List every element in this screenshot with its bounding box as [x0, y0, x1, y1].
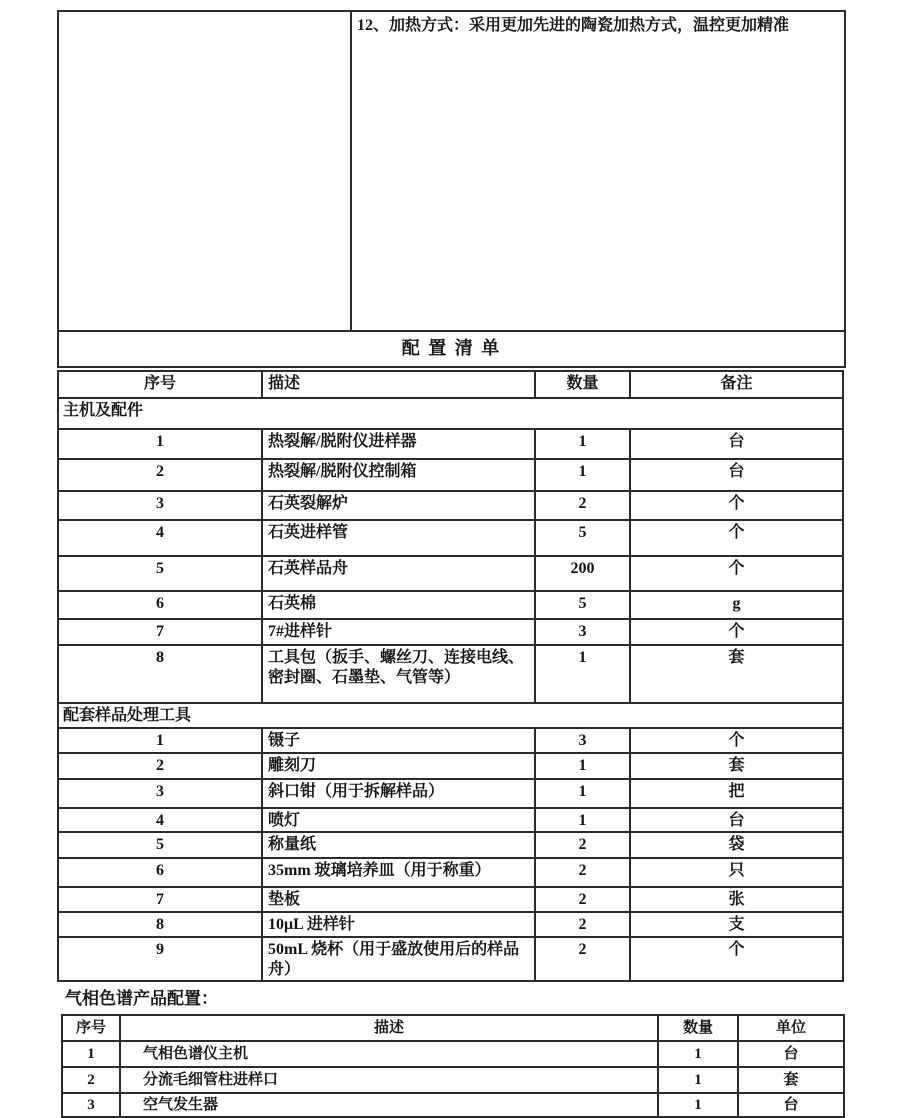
row-no: 3 — [58, 491, 262, 520]
gc-table-header — [62, 1015, 844, 1041]
row-no: 5 — [58, 556, 262, 591]
row-remark: 支 — [630, 912, 843, 937]
feature-box-empty-cell — [59, 12, 352, 330]
header-qty: 数量 — [535, 371, 630, 398]
row-qty: 2 — [535, 491, 630, 520]
row-unit: 套 — [738, 1067, 844, 1093]
row-qty: 1 — [535, 808, 630, 832]
row-remark: 台 — [630, 459, 843, 491]
table-row — [58, 491, 843, 520]
row-desc: 50mL 烧杯（用于盛放使用后的样品舟） — [262, 937, 535, 981]
row-qty: 1 — [658, 1093, 738, 1117]
row-qty: 3 — [535, 619, 630, 645]
row-qty: 1 — [658, 1067, 738, 1093]
header-desc: 描述 — [120, 1015, 658, 1041]
row-remark: 台 — [630, 429, 843, 459]
row-no: 6 — [58, 858, 262, 887]
row-no: 2 — [58, 459, 262, 491]
row-remark: 张 — [630, 887, 843, 912]
header-qty: 数量 — [658, 1015, 738, 1041]
row-remark: 个 — [630, 520, 843, 556]
row-qty: 200 — [535, 556, 630, 591]
row-qty: 1 — [658, 1041, 738, 1067]
row-no: 7 — [58, 887, 262, 912]
row-desc: 7#进样针 — [262, 619, 535, 645]
row-unit: 台 — [738, 1093, 844, 1117]
row-remark: 个 — [630, 556, 843, 591]
row-remark: 套 — [630, 645, 843, 703]
header-no: 序号 — [58, 371, 262, 398]
row-desc: 10μL 进样针 — [262, 912, 535, 937]
gc-config-label: 气相色谱产品配置： — [65, 989, 218, 1008]
section-row — [58, 703, 843, 728]
row-desc: 石英样品舟 — [262, 556, 535, 591]
row-qty: 2 — [535, 937, 630, 981]
header-desc: 描述 — [262, 371, 535, 398]
row-qty: 2 — [535, 858, 630, 887]
config-table — [57, 370, 844, 982]
document-page — [0, 10, 900, 1113]
table-row — [58, 556, 843, 591]
header-unit: 单位 — [738, 1015, 844, 1041]
gc-table — [61, 1014, 845, 1118]
row-desc: 喷灯 — [262, 808, 535, 832]
row-remark: 个 — [630, 619, 843, 645]
row-remark: 个 — [630, 937, 843, 981]
header-remark: 备注 — [630, 371, 843, 398]
row-no: 4 — [58, 520, 262, 556]
row-desc: 垫板 — [262, 887, 535, 912]
table-row — [62, 1067, 844, 1093]
table-row — [58, 858, 843, 887]
row-remark: 把 — [630, 779, 843, 808]
row-no: 2 — [62, 1067, 120, 1093]
row-remark: 个 — [630, 728, 843, 753]
table-row — [58, 619, 843, 645]
row-qty: 2 — [535, 912, 630, 937]
config-table-header — [58, 371, 843, 398]
row-remark: 袋 — [630, 832, 843, 858]
row-remark: 台 — [630, 808, 843, 832]
row-qty: 5 — [535, 520, 630, 556]
table-row — [58, 779, 843, 808]
config-list-title: 配 置 清 单 — [57, 332, 846, 368]
row-desc: 斜口钳（用于拆解样品） — [262, 779, 535, 808]
row-desc: 石英裂解炉 — [262, 491, 535, 520]
row-no: 8 — [58, 645, 262, 703]
row-no: 3 — [58, 779, 262, 808]
table-row — [58, 808, 843, 832]
row-desc: 热裂解/脱附仪控制箱 — [262, 459, 535, 491]
table-row — [58, 591, 843, 619]
row-no: 7 — [58, 619, 262, 645]
feature-box — [57, 10, 846, 332]
row-no: 1 — [58, 728, 262, 753]
row-no: 9 — [58, 937, 262, 981]
row-desc: 工具包（扳手、螺丝刀、连接电线、密封圈、石墨垫、气管等） — [262, 645, 535, 703]
row-qty: 5 — [535, 591, 630, 619]
section-title-main-parts: 主机及配件 — [58, 398, 843, 429]
row-qty: 1 — [535, 779, 630, 808]
table-row — [58, 912, 843, 937]
row-desc: 石英棉 — [262, 591, 535, 619]
row-no: 1 — [58, 429, 262, 459]
table-row — [58, 520, 843, 556]
table-row — [62, 1093, 844, 1117]
row-qty: 1 — [535, 459, 630, 491]
row-no: 8 — [58, 912, 262, 937]
row-remark: 个 — [630, 491, 843, 520]
row-no: 5 — [58, 832, 262, 858]
row-qty: 2 — [535, 887, 630, 912]
row-remark: g — [630, 591, 843, 619]
table-row — [58, 832, 843, 858]
row-desc: 称量纸 — [262, 832, 535, 858]
table-row — [58, 429, 843, 459]
row-qty: 1 — [535, 645, 630, 703]
row-no: 6 — [58, 591, 262, 619]
row-no: 2 — [58, 753, 262, 779]
row-remark: 套 — [630, 753, 843, 779]
row-desc: 35mm 玻璃培养皿（用于称重） — [262, 858, 535, 887]
row-unit: 台 — [738, 1041, 844, 1067]
section-row — [58, 398, 843, 429]
row-remark: 只 — [630, 858, 843, 887]
row-qty: 1 — [535, 753, 630, 779]
row-no: 3 — [62, 1093, 120, 1117]
row-desc: 空气发生器 — [120, 1093, 658, 1117]
row-desc: 镊子 — [262, 728, 535, 753]
section-title-sample-tools: 配套样品处理工具 — [58, 703, 843, 728]
row-desc: 石英进样管 — [262, 520, 535, 556]
row-qty: 2 — [535, 832, 630, 858]
table-row — [58, 753, 843, 779]
row-no: 4 — [58, 808, 262, 832]
table-row — [58, 887, 843, 912]
row-desc: 热裂解/脱附仪进样器 — [262, 429, 535, 459]
row-desc: 分流毛细管柱进样口 — [120, 1067, 658, 1093]
header-no: 序号 — [62, 1015, 120, 1041]
row-desc: 气相色谱仪主机 — [120, 1041, 658, 1067]
row-desc: 雕刻刀 — [262, 753, 535, 779]
table-row — [62, 1041, 844, 1067]
table-row — [58, 937, 843, 981]
row-qty: 1 — [535, 429, 630, 459]
table-row — [58, 728, 843, 753]
heating-method-note: 12、加热方式：采用更加先进的陶瓷加热方式，温控更加精准 — [357, 17, 790, 34]
table-row — [58, 459, 843, 491]
row-qty: 3 — [535, 728, 630, 753]
row-no: 1 — [62, 1041, 120, 1067]
table-row — [58, 645, 843, 703]
